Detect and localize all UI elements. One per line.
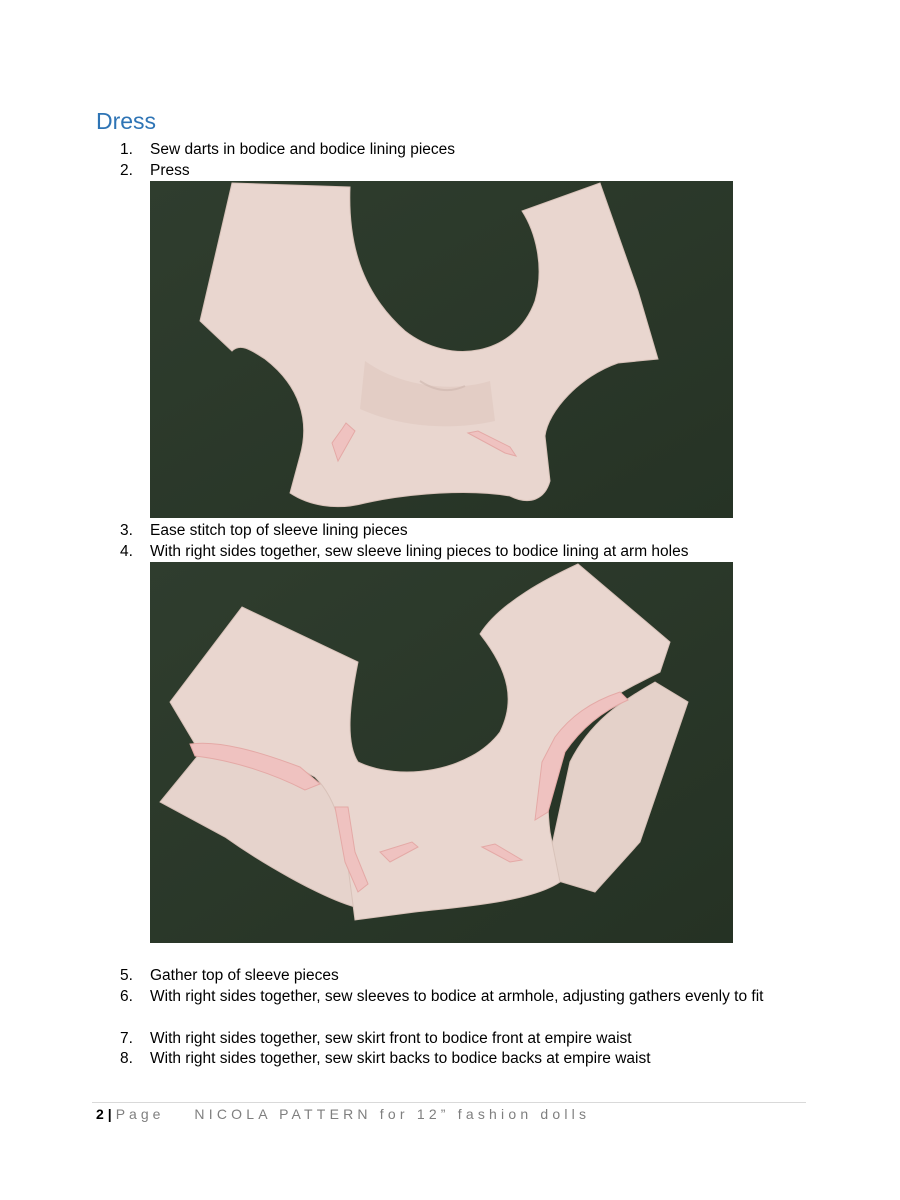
step-text: With right sides together, sew sleeve lining pieces to bodice lining at arm holes [150, 543, 689, 560]
step-number: 1. [120, 141, 133, 158]
step-number: 8. [120, 1050, 133, 1067]
page-footer [96, 1106, 590, 1122]
footer-separator: | [107, 1106, 112, 1122]
step-text: Gather top of sleeve pieces [150, 967, 339, 984]
section-heading: Dress [96, 108, 157, 134]
step-number: 2. [120, 162, 133, 179]
footer-divider [92, 1102, 806, 1103]
page-label: Page [115, 1106, 165, 1122]
step-number: 3. [120, 522, 133, 539]
step-text: With right sides together, sew skirt backs to bodice backs at empire waist [150, 1050, 651, 1067]
bodice-photo [150, 181, 733, 518]
step-number: 5. [120, 967, 133, 984]
step-text: Sew darts in bodice and bodice lining pieces [150, 141, 456, 158]
step-number: 6. [120, 988, 133, 1005]
step-text: Press [150, 162, 190, 179]
step-text: With right sides together, sew skirt front to bodice front at empire waist [150, 1030, 632, 1047]
step-number: 7. [120, 1030, 133, 1047]
sleeve-lining-photo [150, 562, 733, 943]
step-number: 4. [120, 543, 133, 560]
bodice-illustration [150, 181, 733, 518]
footer-title: NICOLA PATTERN for 12” fashion dolls [194, 1106, 591, 1122]
sleeve-lining-illustration [150, 562, 733, 943]
page-number: 2 [96, 1106, 104, 1122]
step-text: Ease stitch top of sleeve lining pieces [150, 522, 408, 539]
step-text: With right sides together, sew sleeves to bodice at armhole, adjusting gathers evenly to fit [150, 988, 764, 1005]
